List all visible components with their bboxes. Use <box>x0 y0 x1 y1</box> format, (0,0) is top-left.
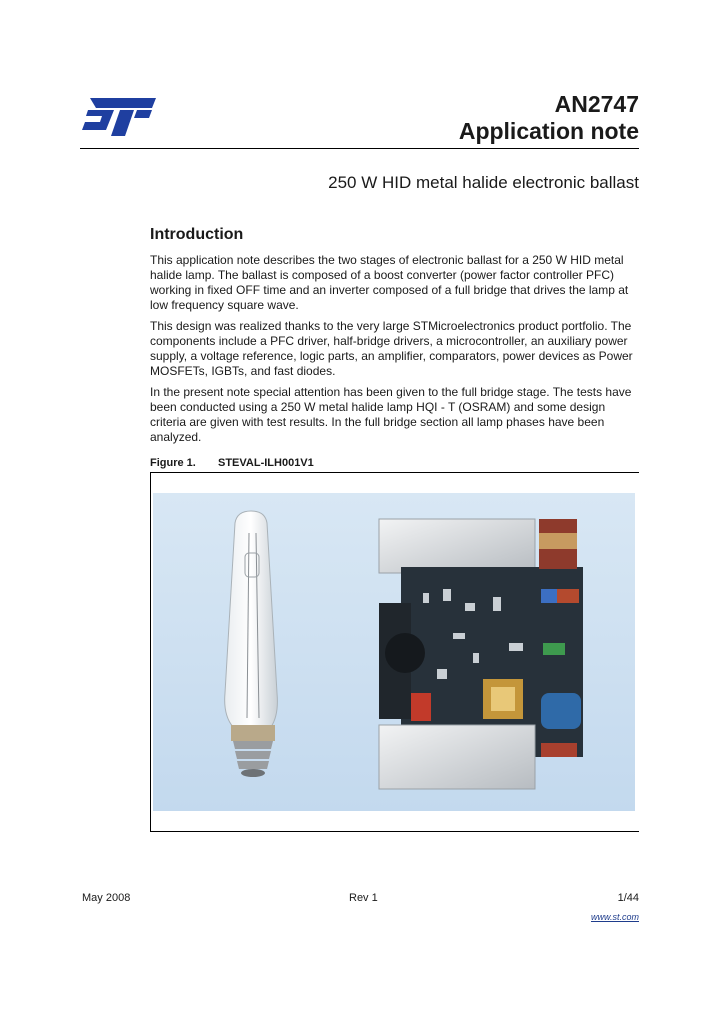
intro-paragraph-3: In the present note special attention has been given to the full bridge stage. The tests have been conducted using a 250 W metal halide lamp HQI - T (OSRAM) and some design criteria are given with test results. In the full bridge section all lamp phases have been analyzed. <box>150 385 632 444</box>
st-logo <box>80 96 156 140</box>
document-number: AN2747 <box>554 91 639 117</box>
figure-caption <box>150 457 314 469</box>
ballast-board-photo <box>153 493 635 811</box>
section-heading: Introduction <box>150 226 244 243</box>
figure-label: Figure 1. <box>150 457 196 469</box>
document-title: 250 W HID metal halide electronic ballast <box>328 173 639 192</box>
intro-paragraph-1: This application note describes the two stages of electronic ballast for a 250 W HID metal halide lamp. The ballast is composed of a boost converter (power factor controller PFC) working in fixed OFF time and an inverter composed of a full bridge that drives the lamp at low frequency square wave. <box>150 253 629 312</box>
footer-revision: Rev 1 <box>349 892 378 904</box>
header-divider <box>80 148 639 149</box>
footer-website-link[interactable]: www.st.com <box>590 912 639 922</box>
footer-date: May 2008 <box>82 892 131 904</box>
document-type: Application note <box>458 118 639 144</box>
figure-caption-text: STEVAL-ILH001V1 <box>218 457 314 469</box>
pcb-assembly <box>379 519 583 789</box>
intro-paragraph-2: This design was realized thanks to the very large STMicroelectronics product portfolio. The components include a PFC driver, half-bridge drivers, a microcontroller, an auxiliary power supply, a voltage reference, logic parts, an amplifier, comparators, power devices as Power MOSFETs, IGBTs, and fast diodes. <box>150 319 633 378</box>
footer-page-number: 1/44 <box>617 892 639 904</box>
